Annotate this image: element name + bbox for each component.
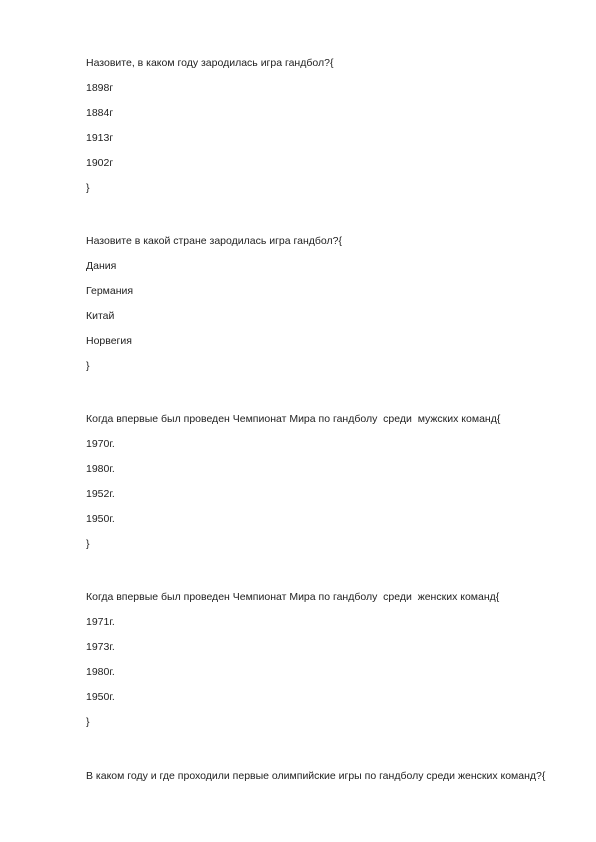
answer-option: 1952г. — [86, 488, 115, 500]
closing-brace: } — [86, 538, 90, 550]
question-1 — [86, 57, 556, 195]
question-text: Назовите, в каком году зародилась игра гандбол?{ — [86, 57, 334, 69]
answer-option: 1973г. — [86, 641, 115, 653]
question-3 — [86, 413, 556, 551]
question-4 — [86, 591, 556, 729]
closing-brace: } — [86, 360, 90, 372]
question-text: Когда впервые был проведен Чемпионат Мира по гандболу среди мужских команд{ — [86, 413, 501, 425]
answer-option: 1971г. — [86, 616, 115, 628]
answer-option: Китай — [86, 310, 115, 322]
question-5 — [86, 770, 556, 795]
answer-option: Германия — [86, 285, 134, 297]
answer-option: 1950г. — [86, 691, 115, 703]
question-text: В каком году и где проходили первые олимпийские игры по гандболу среди женских команд?{ — [86, 770, 546, 782]
answer-option: 1913г — [86, 132, 114, 144]
answer-option: 1970г. — [86, 438, 115, 450]
question-text: Когда впервые был проведен Чемпионат Мира по гандболу среди женских команд{ — [86, 591, 500, 603]
question-2 — [86, 235, 556, 373]
answer-option: 1950г. — [86, 513, 115, 525]
answer-option: Норвегия — [86, 335, 132, 347]
answer-option: Дания — [86, 260, 117, 272]
answer-option: 1898г — [86, 82, 114, 94]
answer-option: 1902г — [86, 157, 114, 169]
closing-brace: } — [86, 182, 90, 194]
answer-option: 1980г. — [86, 666, 115, 678]
answer-option: 1884г — [86, 107, 114, 119]
closing-brace: } — [86, 716, 90, 728]
answer-option: 1980г. — [86, 463, 115, 475]
question-text: Назовите в какой стране зародилась игра гандбол?{ — [86, 235, 342, 247]
